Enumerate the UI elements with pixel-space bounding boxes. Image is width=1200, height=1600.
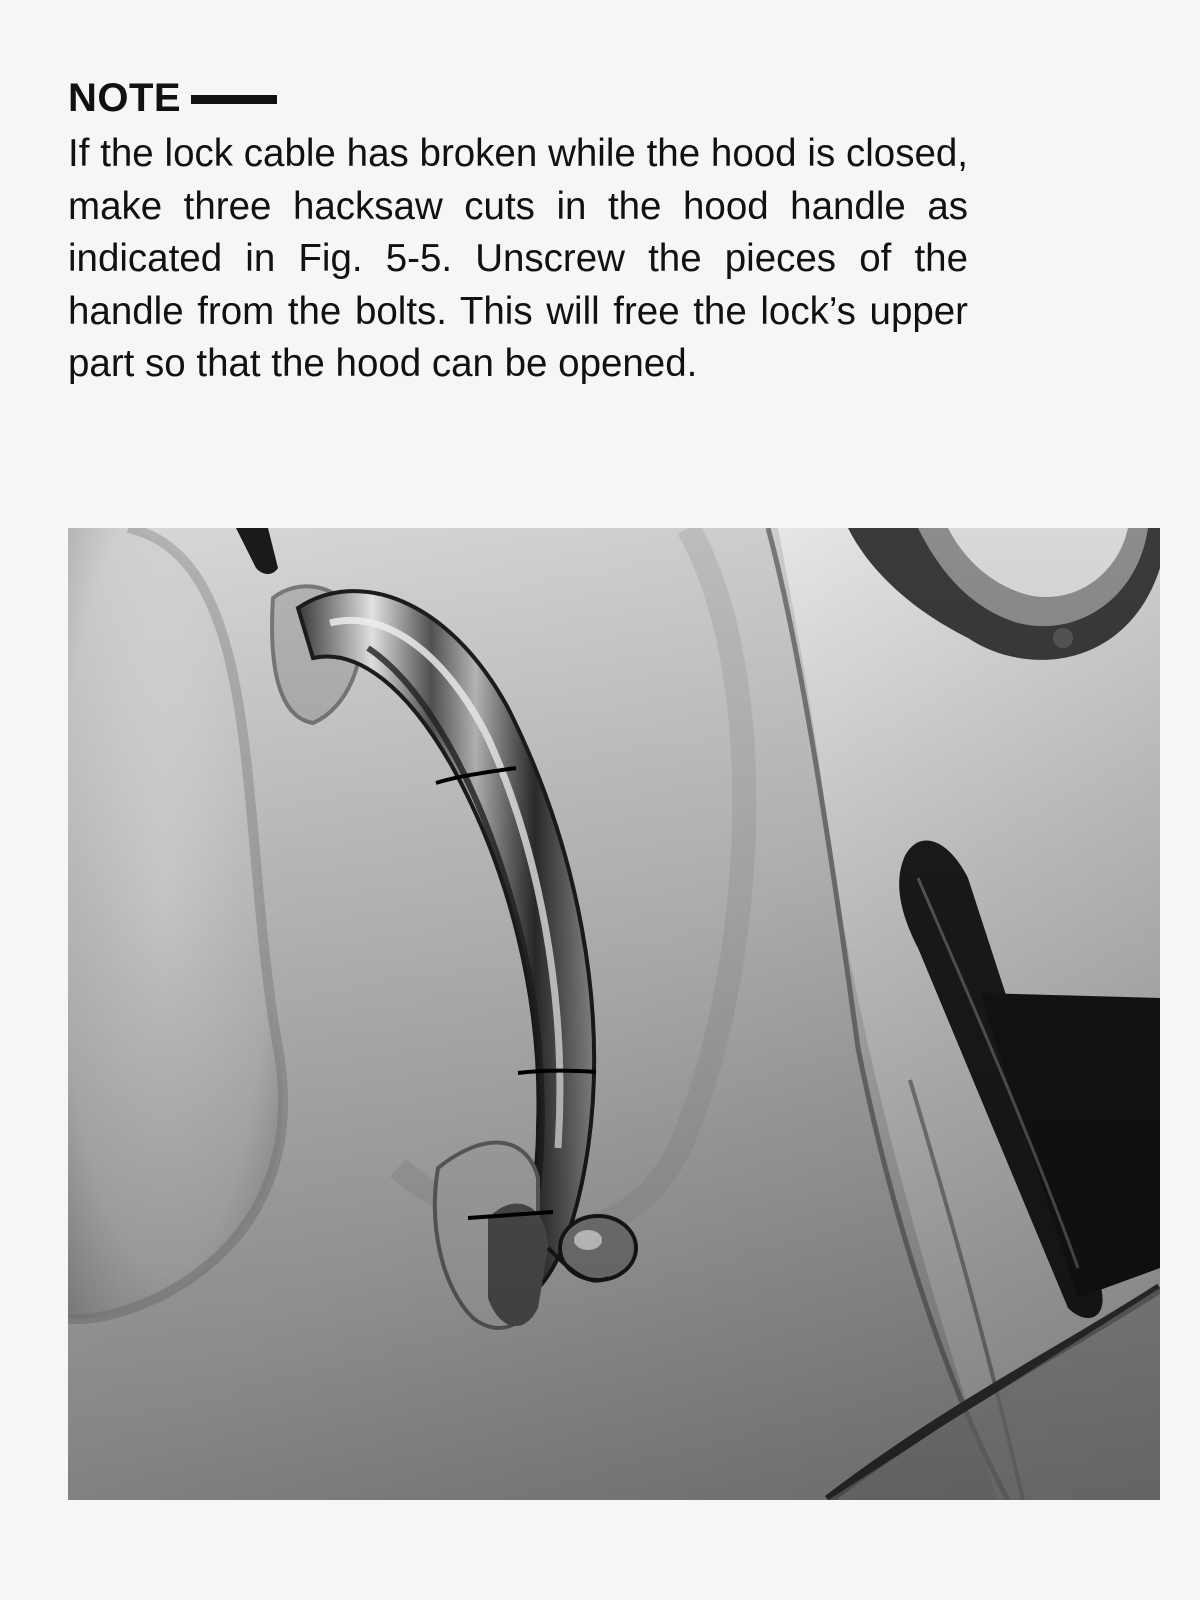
note-heading-label: NOTE (68, 76, 182, 120)
note-body-text: If the lock cable has broken while the hood is closed, make three hacksaw cuts in the hood handle as indicated in Fig. 5-5. Unscrew the pieces of the handle from the bolts. This will free the lock’s upper part so that the hood can be opened. (68, 132, 968, 385)
note-heading (68, 74, 968, 122)
hood-handle-photo (68, 528, 1160, 1500)
note-heading-rule (191, 95, 277, 104)
hood-handle-illustration (68, 528, 1160, 1500)
note-block (68, 74, 968, 391)
